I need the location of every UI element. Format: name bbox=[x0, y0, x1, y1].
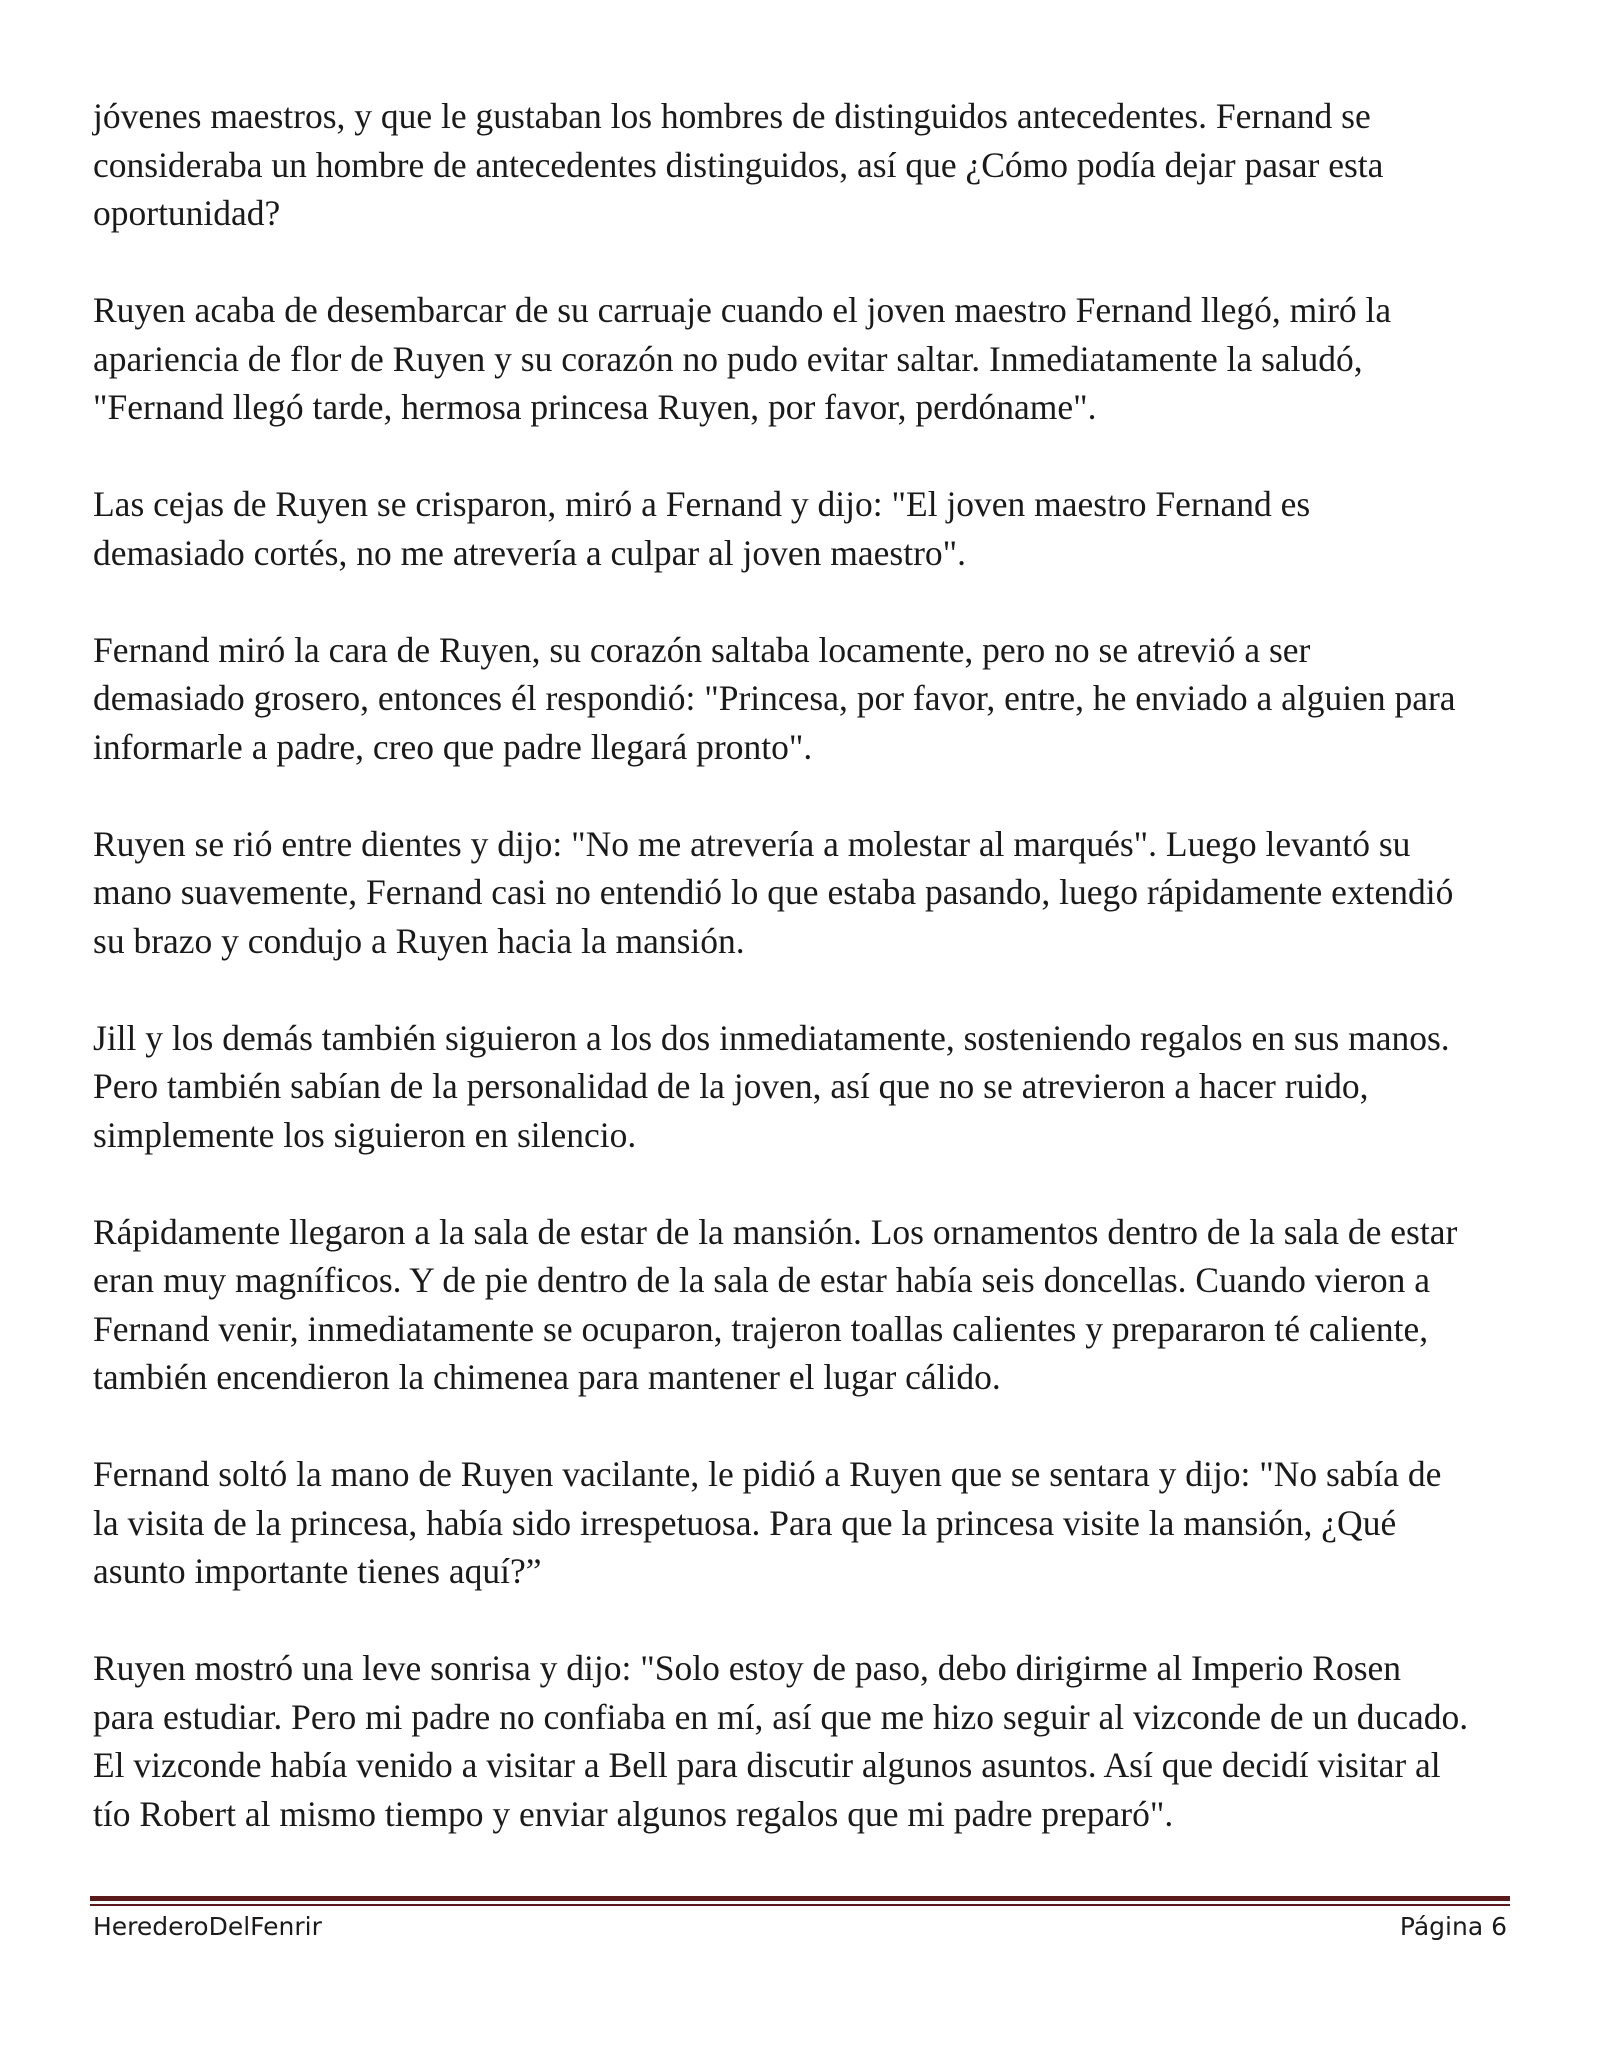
text-line: Fernand soltó la mano de Ruyen vacilante, le pidió a Ruyen que se sentara y dijo: "No sabía de bbox=[93, 1454, 1442, 1494]
paragraph-7 bbox=[93, 1208, 1523, 1402]
text-line: Ruyen se rió entre dientes y dijo: "No me atrevería a molestar al marqués". Luego levantó su bbox=[93, 823, 1411, 864]
text-line: Ruyen acaba de desembarcar de su carruaje cuando el joven maestro Fernand llegó, miró la bbox=[93, 290, 1392, 330]
text-line: Las cejas de Ruyen se crisparon, miró a Fernand y dijo: "El joven maestro Fernand es bbox=[93, 484, 1311, 524]
text-line: Rápidamente llegaron a la sala de estar de la mansión. Los ornamentos dentro de la sala de estar bbox=[93, 1211, 1458, 1252]
text-line: oportunidad? bbox=[93, 193, 281, 233]
text-line: la visita de la princesa, había sido irrespetuosa. Para que la princesa visite la mansión, ¿Qué bbox=[93, 1502, 1397, 1543]
text-line: Fernand venir, inmediatamente se ocuparon, trajeron toallas calientes y prepararon té caliente, bbox=[93, 1308, 1429, 1349]
paragraph-8 bbox=[93, 1450, 1523, 1596]
text-line: "Fernand llegó tarde, hermosa princesa Ruyen, por favor, perdóname". bbox=[93, 387, 1097, 427]
text-line: Fernand miró la cara de Ruyen, su corazón saltaba locamente, pero no se atrevió a ser bbox=[93, 629, 1311, 670]
footer-rule-thick bbox=[90, 1896, 1510, 1901]
text-line: demasiado grosero, entonces él respondió: "Princesa, por favor, entre, he enviado a alguien para bbox=[93, 678, 1456, 718]
paragraph-5 bbox=[93, 820, 1523, 966]
text-line: demasiado cortés, no me atrevería a culpar al joven maestro". bbox=[93, 532, 967, 573]
text-line: su brazo y condujo a Ruyen hacia la mansión. bbox=[93, 920, 745, 961]
text-line: eran muy magníficos. Y de pie dentro de la sala de estar había seis doncellas. Cuando vieron a bbox=[93, 1260, 1431, 1300]
text-line: jóvenes maestros, y que le gustaban los hombres de distinguidos antecedentes. Fernand se bbox=[93, 96, 1371, 136]
paragraph-1 bbox=[93, 92, 1523, 238]
paragraph-9 bbox=[93, 1644, 1523, 1838]
text-line: apariencia de flor de Ruyen y su corazón no pudo evitar saltar. Inmediatamente la saludó, bbox=[93, 338, 1363, 379]
footer-author: HerederoDelFenrir bbox=[93, 1912, 322, 1941]
text-line: Jill y los demás también siguieron a los dos inmediatamente, sosteniendo regalos en sus manos. bbox=[93, 1017, 1450, 1058]
footer-page-number: Página 6 bbox=[1399, 1912, 1507, 1941]
footer-rule-thin bbox=[90, 1904, 1510, 1906]
text-line: Pero también sabían de la personalidad de la joven, así que no se atrevieron a hacer ruido, bbox=[93, 1066, 1369, 1106]
body-text bbox=[93, 92, 1523, 1887]
text-line: tío Robert al mismo tiempo y enviar algunos regalos que mi padre preparó". bbox=[93, 1793, 1174, 1834]
text-line: informarle a padre, creo que padre llegará pronto". bbox=[93, 726, 813, 767]
text-line: consideraba un hombre de antecedentes distinguidos, así que ¿Cómo podía dejar pasar esta bbox=[93, 144, 1384, 185]
text-line: El vizconde había venido a visitar a Bell para discutir algunos asuntos. Así que decidí visitar al bbox=[93, 1745, 1441, 1785]
paragraph-6 bbox=[93, 1014, 1523, 1160]
paragraph-4 bbox=[93, 626, 1523, 772]
text-line: Ruyen mostró una leve sonrisa y dijo: "Solo estoy de paso, debo dirigirme al Imperio Rosen bbox=[93, 1648, 1402, 1688]
text-line: simplemente los siguieron en silencio. bbox=[93, 1114, 637, 1155]
text-line: mano suavemente, Fernand casi no entendió lo que estaba pasando, luego rápidamente extendió bbox=[93, 872, 1454, 912]
paragraph-2 bbox=[93, 286, 1523, 432]
text-line: también encendieron la chimenea para mantener el lugar cálido. bbox=[93, 1357, 1001, 1397]
text-line: asunto importante tienes aquí?” bbox=[93, 1551, 542, 1591]
text-line: para estudiar. Pero mi padre no confiaba en mí, así que me hizo seguir al vizconde de un ducado. bbox=[93, 1696, 1469, 1737]
paragraph-3 bbox=[93, 480, 1523, 577]
